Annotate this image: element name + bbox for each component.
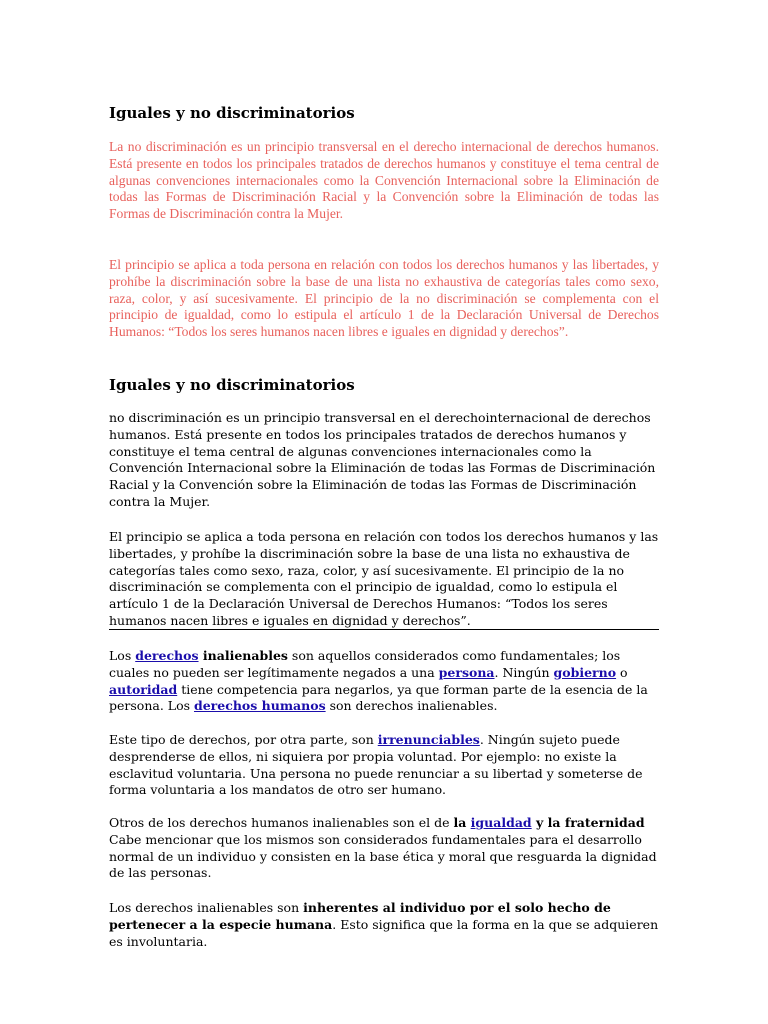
text: Los [109, 648, 136, 663]
text: Los derechos inalienables son [109, 900, 304, 915]
link-persona[interactable]: persona [438, 664, 495, 680]
text: . Esto significa que la forma en la que se adquieren es involuntaria. [109, 916, 659, 949]
horizontal-rule [109, 629, 659, 630]
red-paragraph-1: La no discriminación es un principio transversal en el derecho internacional de derechos humanos. Está presente en todos los principales tratados de derechos humanos y constituye el tema central de algunas convenciones internacionales como la Convención Internacional sobre la Eliminación de todas las Formas de Discriminación Racial y la Convención sobre la Eliminación de todas las Formas de Discriminación contra la Mujer. [109, 139, 659, 222]
text: son aquellos considerados como fundamentales; los cuales no pueden ser legítimamente negados a una [109, 648, 621, 680]
text: Cabe mencionar que los mismos son considerados fundamentales para el desarrollo normal de un individuo y consisten en la base ética y moral que resguarda la dignidad de las personas. [109, 831, 657, 881]
link-igualdad[interactable]: igualdad [470, 815, 532, 830]
bold-fraternidad: y la fraternidad [531, 815, 645, 830]
bold-inherentes: inherentes al individuo por el solo hecho de pertenecer a la especie humana [109, 900, 611, 932]
link-derechos[interactable]: derechos [135, 648, 199, 663]
link-autoridad[interactable]: autoridad [109, 681, 178, 697]
bold-la: la [453, 815, 471, 830]
link-derechos-humanos[interactable]: derechos humanos [193, 698, 326, 714]
paragraph-inalienables-2 [109, 732, 659, 799]
paragraph-inalienables-1 [109, 648, 659, 715]
link-gobierno[interactable]: gobierno [553, 664, 617, 680]
paragraph-inalienables-4 [109, 900, 659, 950]
red-paragraph-2: El principio se aplica a toda persona en relación con todos los derechos humanos y las libertades, y prohíbe la discriminación sobre la base de una lista no exhaustiva de categorías tales como sexo, raza, color, y así sucesivamente. El principio de la no discriminación se complementa con el principio de igualdad, como lo estipula el artículo 1 de la Declaración Universal de Derechos Humanos: “Todos los seres humanos nacen libres e iguales en dignidad y derechos”. [109, 257, 659, 340]
bold-inalienables: inalienables [198, 648, 288, 663]
text: . Ningún [494, 664, 554, 680]
paragraph-3: no discriminación es un principio transversal en el derechointernacional de derechos humanos. Está presente en todos los principales tratados de derechos humanos y constituye el tema central de algunas convenciones internacionales como la Convención Internacional sobre la Eliminación de todas las Formas de Discriminación Racial y la Convención sobre la Eliminación de todas las Formas de Discriminación contra la Mujer. [109, 410, 656, 509]
paragraph-inalienables-3 [109, 815, 659, 882]
section-heading-2: Iguales y no discriminatorios [109, 376, 355, 394]
text: son derechos inalienables. [325, 698, 498, 714]
text: Otros de los derechos humanos inalienables son el de [109, 815, 454, 830]
text: . Ningún sujeto puede desprenderse de ellos, ni siquiera por propia voluntad. Por ejemplo: no existe la esclavitud voluntaria. Una persona no puede renunciar a su libertad y someterse de forma voluntaria a los mandatos de otro ser humano. [109, 732, 643, 798]
link-irrenunciables[interactable]: irrenunciables [377, 732, 480, 747]
paragraph-4: El principio se aplica a toda persona en relación con todos los derechos humanos y las libertades, y prohíbe la discriminación sobre la base de una lista no exhaustiva de categorías tales como sexo, raza, color, y así sucesivamente. El principio de la no discriminación se complementa con el principio de igualdad, como lo estipula el artículo 1 de la Declaración Universal de Derechos Humanos: “Todos los seres humanos nacen libres e iguales en dignidad y derechos”. [109, 529, 659, 628]
text: o [616, 664, 628, 680]
text: tiene competencia para negarlos, ya que forman parte de la esencia de la persona. Los [109, 681, 648, 714]
section-heading-1: Iguales y no discriminatorios [109, 104, 355, 122]
text: Este tipo de derechos, por otra parte, son [109, 732, 378, 747]
